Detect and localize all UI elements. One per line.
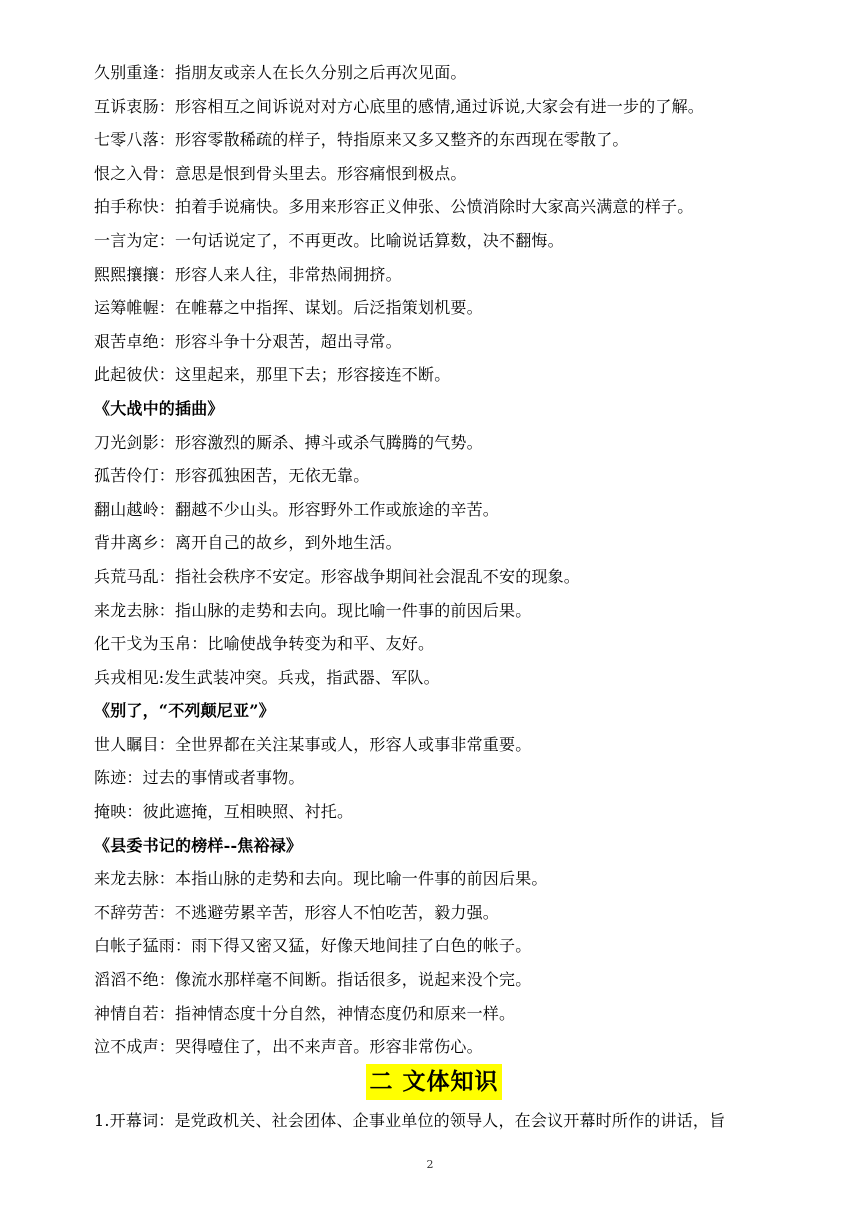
lesson-heading: 《大战中的插曲》 (94, 398, 224, 418)
idiom-entry: 拍手称快：拍着手说痛快。多用来形容正义伸张、公愤消除时大家高兴满意的样子。 (94, 197, 694, 217)
idiom-entry: 神情自若：指神情态度十分自然，神情态度仍和原来一样。 (94, 1003, 516, 1023)
idiom-entry: 孤苦伶仃：形容孤独困苦，无依无靠。 (94, 466, 370, 486)
page-content (94, 56, 774, 1137)
idiom-entry: 来龙去脉：本指山脉的走势和去向。现比喻一件事的前因后果。 (94, 869, 548, 889)
idiom-entry: 不辞劳苦：不逃避劳累辛苦，形容人不怕吃苦，毅力强。 (94, 902, 500, 922)
idiom-entry: 恨之入骨：意思是恨到骨头里去。形容痛恨到极点。 (94, 163, 467, 183)
idiom-entry: 化干戈为玉帛：比喻使战争转变为和平、友好。 (94, 634, 435, 654)
idiom-list-c (94, 728, 774, 829)
idiom-entry: 熙熙攘攘：形容人来人往，非常热闹拥挤。 (94, 264, 402, 284)
idiom-entry: 背井离乡：离开自己的故乡，到外地生活。 (94, 533, 402, 553)
idiom-entry: 泣不成声：哭得噎住了，出不来声音。形容非常伤心。 (94, 1037, 483, 1057)
idiom-entry: 世人瞩目：全世界都在关注某事或人，形容人或事非常重要。 (94, 734, 532, 754)
idiom-entry: 艰苦卓绝：形容斗争十分艰苦，超出寻常。 (94, 331, 402, 351)
lesson-heading: 《别了，“不列颠尼亚”》 (94, 701, 275, 721)
idiom-entry: 掩映：彼此遮掩，互相映照、衬托。 (94, 802, 354, 822)
paragraph-line: 1.开幕词：是党政机关、社会团体、企事业单位的领导人，在会议开幕时所作的讲话，旨 (94, 1110, 726, 1130)
lesson-heading: 《县委书记的榜样--焦裕禄》 (94, 835, 303, 855)
idiom-entry: 翻山越岭：翻越不少山头。形容野外工作或旅途的辛苦。 (94, 499, 500, 519)
idiom-entry: 陈迹：过去的事情或者事物。 (94, 768, 305, 788)
idiom-entry: 久别重逢：指朋友或亲人在长久分别之后再次见面。 (94, 63, 467, 82)
idiom-entry: 互诉衷肠：形容相互之间诉说对对方心底里的感情,通过诉说,大家会有进一步的了解。 (94, 96, 704, 116)
idiom-entry: 运筹帷幄：在帷幕之中指挥、谋划。后泛指策划机要。 (94, 298, 483, 318)
idiom-list-b (94, 426, 774, 695)
section-title-wrap (94, 1064, 774, 1104)
idiom-entry: 兵荒马乱：指社会秩序不安定。形容战争期间社会混乱不安的现象。 (94, 566, 581, 586)
idiom-list-a (94, 56, 774, 392)
idiom-entry: 来龙去脉：指山脉的走势和去向。现比喻一件事的前因后果。 (94, 600, 532, 620)
idiom-entry: 刀光剑影：形容激烈的厮杀、搏斗或杀气腾腾的气势。 (94, 432, 483, 452)
idiom-list-d (94, 862, 774, 1064)
idiom-entry: 兵戎相见:发生武装冲突。兵戎，指武器、军队。 (94, 667, 440, 687)
page-number: 2 (426, 1158, 434, 1171)
idiom-entry: 七零八落：形容零散稀疏的样子，特指原来又多又整齐的东西现在零散了。 (94, 130, 629, 150)
idiom-entry: 一言为定：一句话说定了，不再更改。比喻说话算数，决不翻悔。 (94, 230, 564, 250)
idiom-entry: 此起彼伏：这里起来，那里下去；形容接连不断。 (94, 365, 451, 385)
section-title: 二 文体知识 (366, 1064, 501, 1100)
idiom-entry: 白帐子猛雨：雨下得又密又猛，好像天地间挂了白色的帐子。 (94, 936, 532, 956)
idiom-entry: 滔滔不绝：像流水那样毫不间断。指话很多，说起来没个完。 (94, 970, 532, 990)
